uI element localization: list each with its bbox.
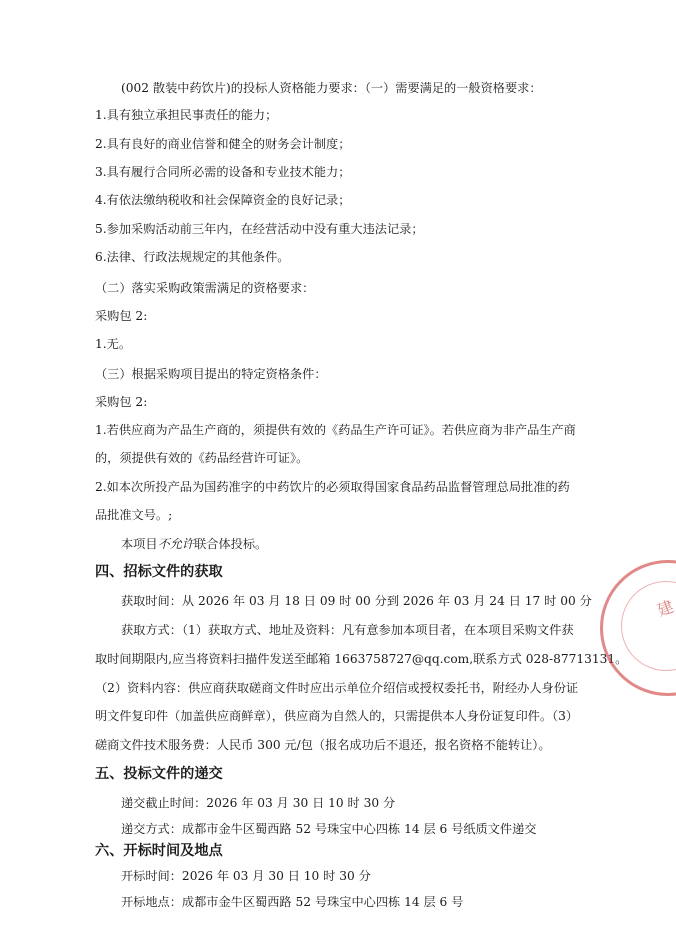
text-line: 1.具有独立承担民事责任的能力； [95,108,278,122]
text-line [121,536,267,552]
text-line: 获取方式：（1）获取方式、地址及资料：凡有意参加本项目者，在本项目采购文件获 [121,623,574,637]
text-line: (002 散装中药饮片)的投标人资格能力要求：（一）需要满足的一般资格要求： [121,81,542,95]
text-line: （二）落实采购政策需满足的资格要求： [95,281,315,295]
text-line: 开标时间：2026 年 03 月 30 日 10 时 30 分 [121,869,371,883]
text-line: 2.具有良好的商业信誉和健全的财务会计制度； [95,137,351,151]
text-line: （三）根据采购项目提出的特定资格条件： [95,367,327,381]
text-line: 的，须提供有效的《药品经营许可证》。 [95,451,309,465]
text-line: 递交截止时间：2026 年 03 月 30 日 10 时 30 分 [121,796,396,810]
text-line: 4.有依法缴纳税收和社会保障资金的良好记录； [95,193,351,207]
text-span: 本项目 [121,537,158,551]
seal-stamp-icon [600,560,676,696]
text-line: 1.若供应商为产品生产商的，须提供有效的《药品生产许可证》。若供应商为非产品生产商 [95,423,576,437]
text-line: 5.参加采购活动前三年内，在经营活动中没有重大违法记录； [95,222,424,236]
section-heading: 五、投标文件的递交 [95,766,223,782]
text-span-emphasis: 不允许 [157,537,195,551]
text-line: （2）资料内容：供应商获取磋商文件时应出示单位介绍信或授权委托书，附经办人身份证 [95,681,579,695]
text-line: 开标地点：成都市金牛区蜀西路 52 号珠宝中心四栋 14 层 6 号 [121,895,464,909]
text-line: 明文件复印件（加盖供应商鲜章），供应商为自然人的，只需提供本人身份证复印件。（3） [95,709,579,723]
text-line: 采购包 2: [95,395,148,409]
text-line: 取时间期限内,应当将资料扫描件发送至邮箱 1663758727@qq.com,联系方式 028-87713131。 [95,652,628,666]
text-line: 6.法律、行政法规规定的其他条件。 [95,250,290,264]
text-line: 磋商文件技术服务费：人民币 300 元/包（报名成功后不退还，报名资格不能转让）。 [95,738,551,752]
text-line: 采购包 2: [95,309,148,323]
text-line: 3.具有履行合同所必需的设备和专业技术能力； [95,165,351,179]
text-line: 2.如本次所投产品为国药准字的中药饮片的必须取得国家食品药品监督管理总局批准的药 [95,480,570,494]
seal-glyph: 建 [654,596,676,621]
text-line: 获取时间：从 2026 年 03 月 18 日 09 时 00 分到 2026 年 03 月 24 日 17 时 00 分 [121,594,592,608]
text-span: 联合体投标。 [194,537,268,551]
text-line: 1.无。 [95,337,132,351]
text-line: 递交方式：成都市金牛区蜀西路 52 号珠宝中心四栋 14 层 6 号纸质文件递交 [121,822,537,836]
section-heading: 六、开标时间及地点 [95,843,223,859]
text-line: 品批准文号。; [95,508,173,522]
section-heading: 四、招标文件的获取 [95,564,223,580]
